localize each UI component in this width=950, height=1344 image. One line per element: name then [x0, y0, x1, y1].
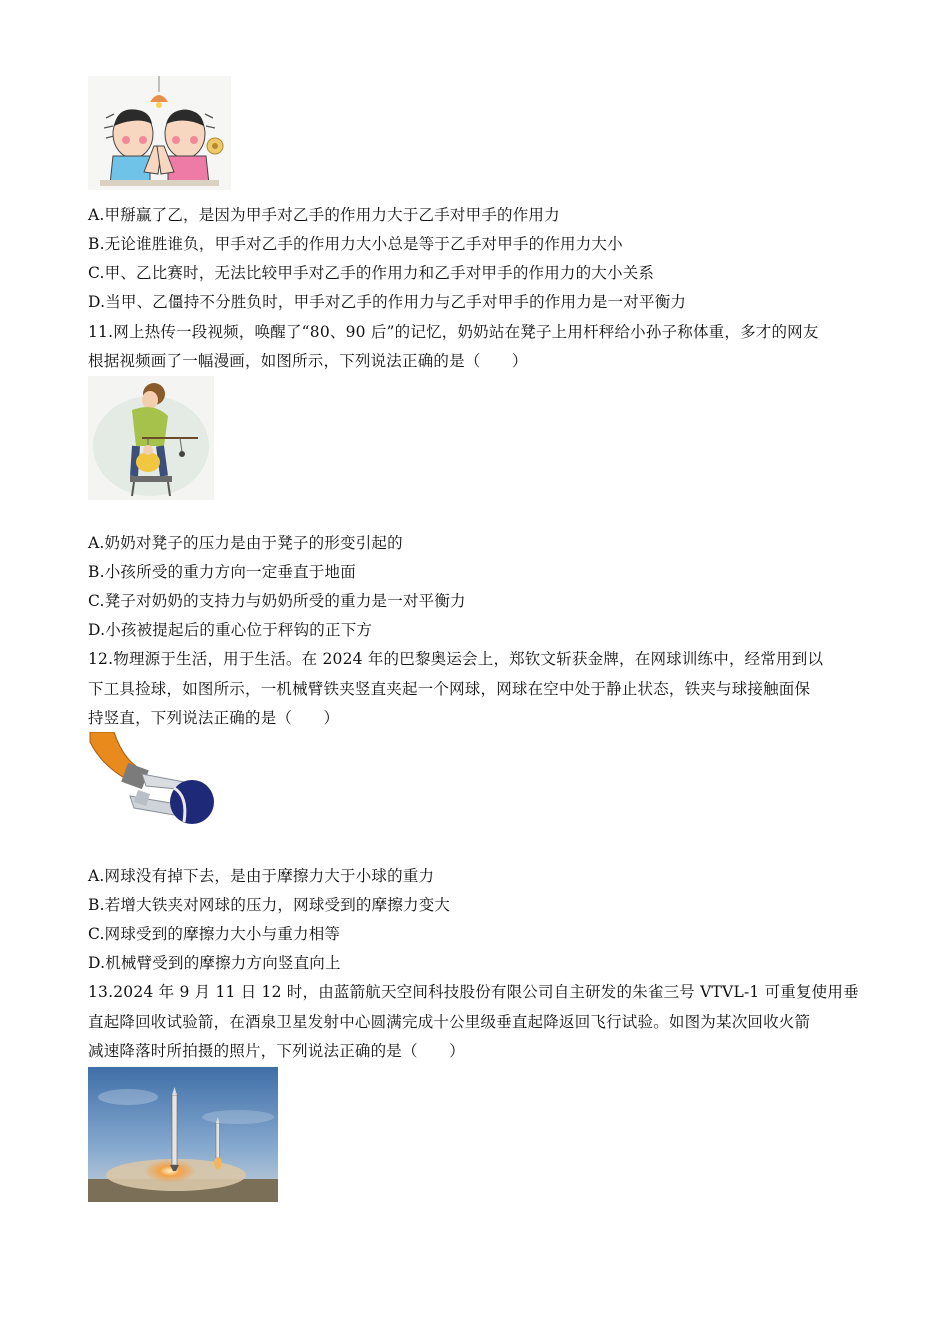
q11-option-c: C.凳子对奶奶的支持力与奶奶所受的重力是一对平衡力 — [88, 592, 466, 610]
q11-option-d: D.小孩被提起后的重心位于秤钩的正下方 — [88, 621, 373, 639]
grandma-steelyard-figure — [88, 376, 214, 500]
q10-option-c: C.甲、乙比赛时，无法比较甲手对乙手的作用力和乙手对甲手的作用力的大小关系 — [88, 264, 655, 282]
q12-stem-line-3: 持竖直，下列说法正确的是（ ） — [88, 709, 340, 727]
rocket-landing-photo — [88, 1067, 278, 1202]
q11-option-b: B.小孩所受的重力方向一定垂直于地面 — [88, 563, 356, 581]
q12-option-c: C.网球受到的摩擦力大小与重力相等 — [88, 925, 341, 943]
q12-stem-line-2: 下工具捡球，如图所示，一机械臂铁夹竖直夹起一个网球，网球在空中处于静止状态，铁夹与球接触面保 — [88, 680, 811, 698]
q13-stem-line-2: 直起降回收试验箭，在酒泉卫星发射中心圆满完成十公里级垂直起降返回飞行试验。如图为某次回收火箭 — [88, 1013, 811, 1031]
arm-wrestling-figure — [88, 76, 231, 190]
q13-stem-line-1: 13.2024 年 9 月 11 日 12 时，由蓝箭航天空间科技股份有限公司自主研发的朱雀三号 VTVL-1 可重复使用垂 — [88, 983, 859, 1001]
q10-option-a: A.甲掰赢了乙，是因为甲手对乙手的作用力大于乙手对甲手的作用力 — [88, 206, 560, 224]
q11-option-a: A.奶奶对凳子的压力是由于凳子的形变引起的 — [88, 534, 403, 552]
mechanical-arm-figure — [88, 732, 218, 832]
q11-stem-line-2: 根据视频画了一幅漫画，如图所示，下列说法正确的是（ ） — [88, 352, 528, 370]
q12-option-a: A.网球没有掉下去，是由于摩擦力大于小球的重力 — [88, 867, 435, 885]
q13-stem-line-3: 减速降落时所拍摄的照片，下列说法正确的是（ ） — [88, 1042, 465, 1060]
q12-option-d: D.机械臂受到的摩擦力方向竖直向上 — [88, 954, 341, 972]
q12-option-b: B.若增大铁夹对网球的压力，网球受到的摩擦力变大 — [88, 896, 451, 914]
q10-option-b: B.无论谁胜谁负，甲手对乙手的作用力大小总是等于乙手对甲手的作用力大小 — [88, 235, 623, 253]
q10-option-d: D.当甲、乙僵持不分胜负时，甲手对乙手的作用力与乙手对甲手的作用力是一对平衡力 — [88, 293, 687, 311]
q11-stem-line-1: 11.网上热传一段视频，唤醒了“80、90 后”的记忆，奶奶站在凳子上用杆秤给小孙子称体重，多才的网友 — [88, 323, 819, 341]
q12-stem-line-1: 12.物理源于生活，用于生活。在 2024 年的巴黎奥运会上，郑钦文斩获金牌，在网球训练中，经常用到以 — [88, 650, 824, 668]
